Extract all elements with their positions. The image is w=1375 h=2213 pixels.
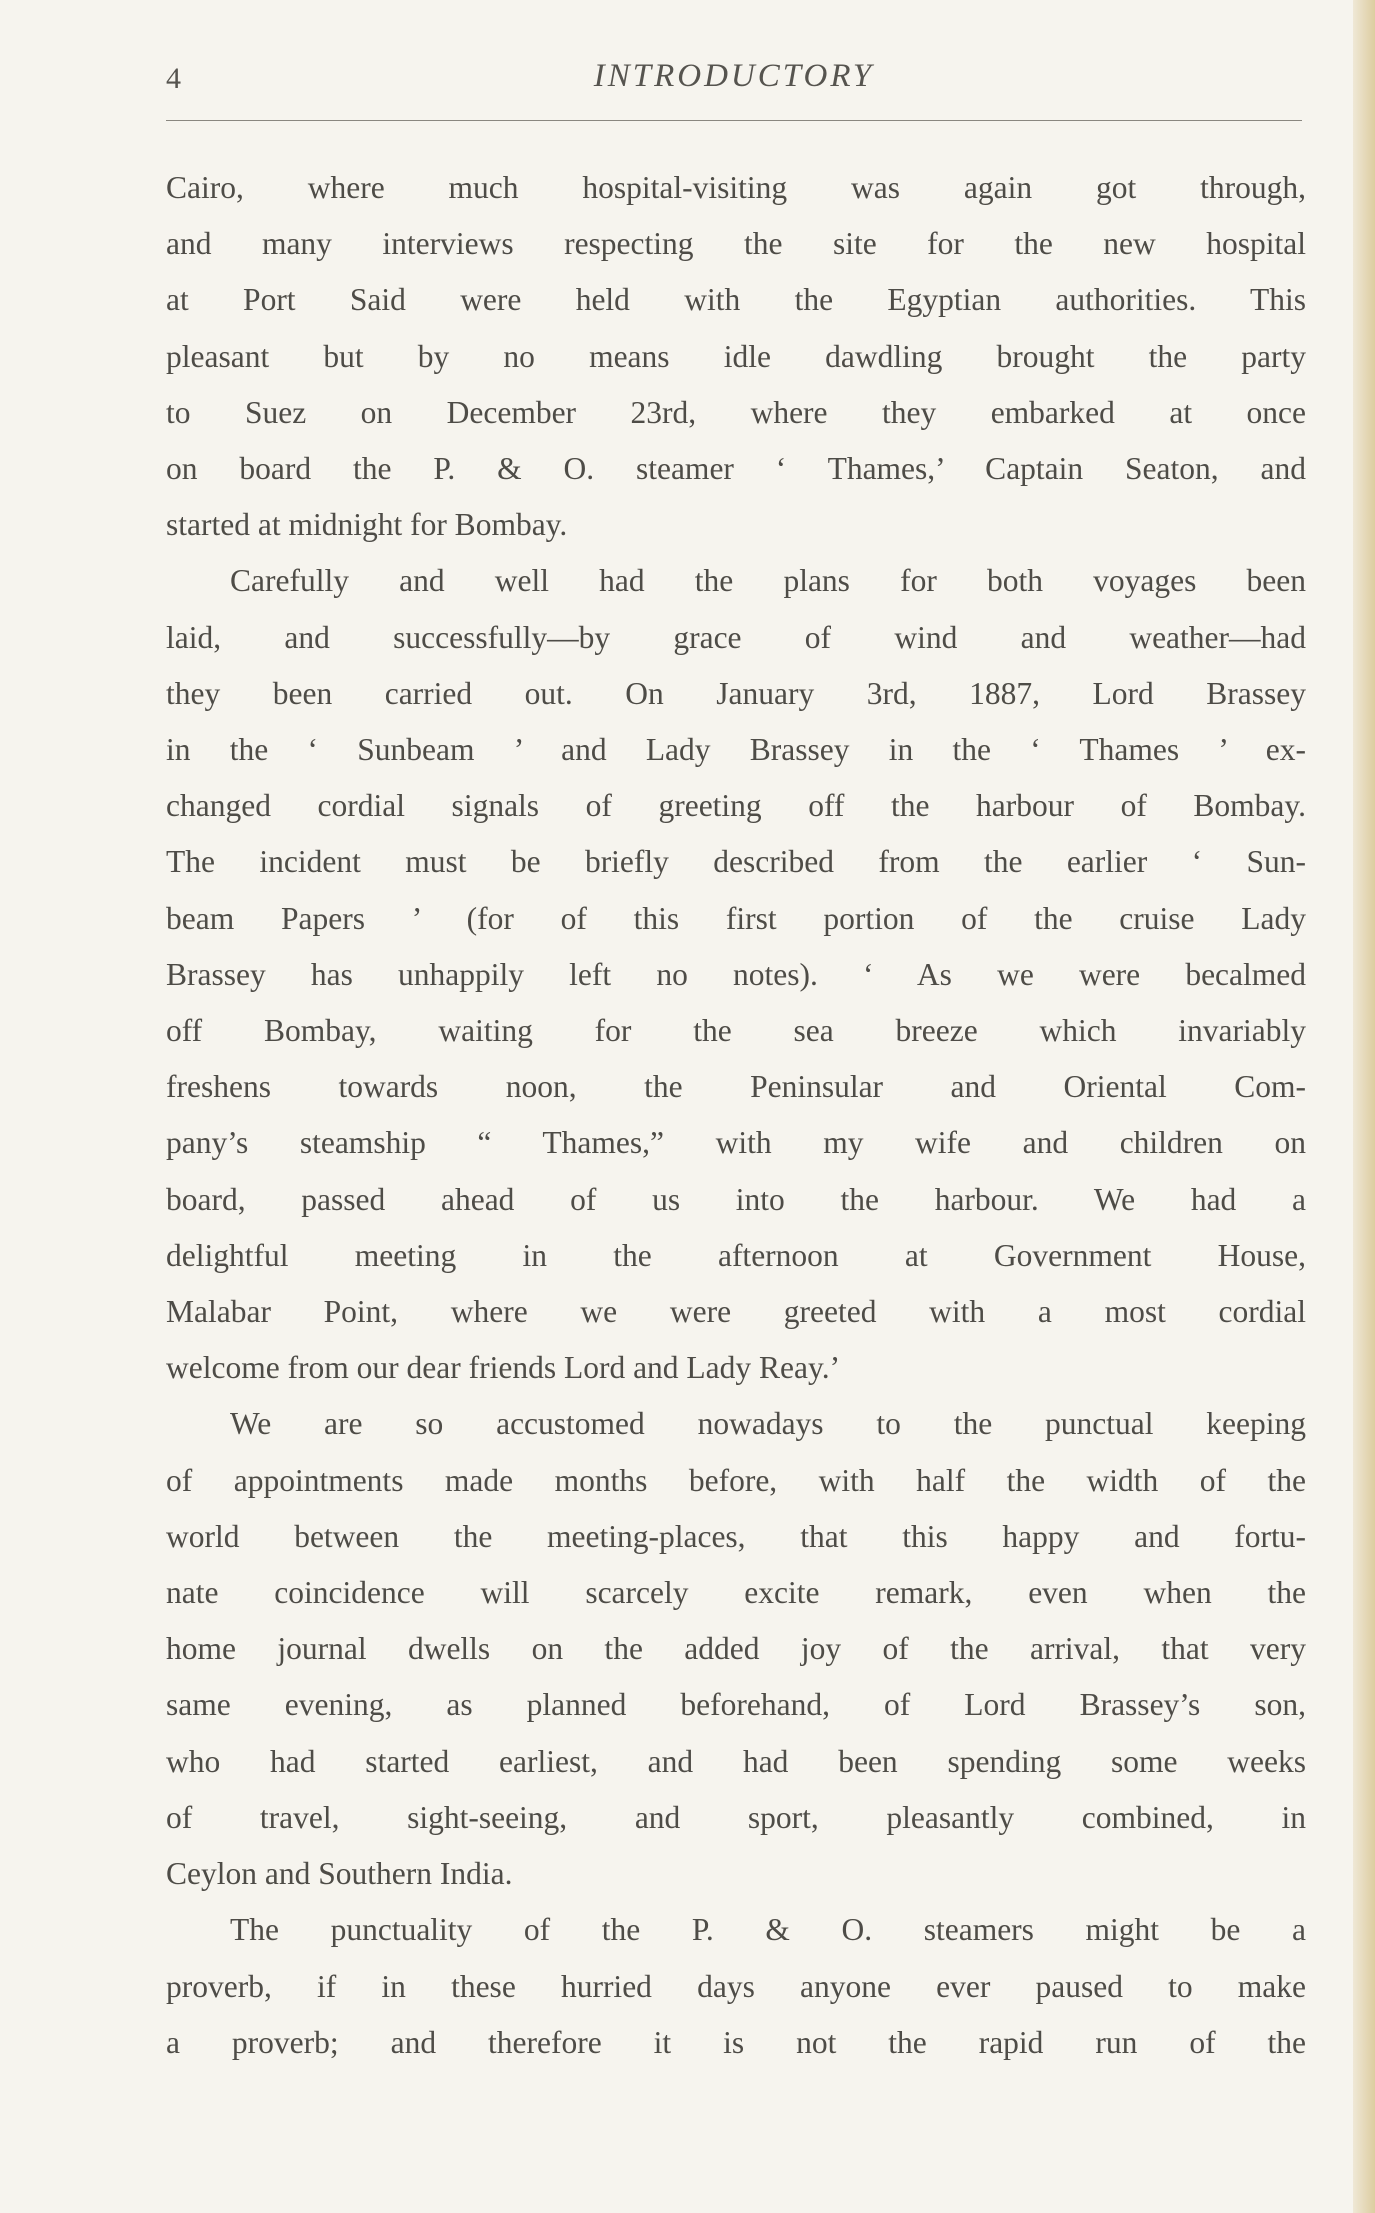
text-line: laid, and successfully—by grace of wind and weather—had bbox=[166, 619, 1306, 655]
text-line: a proverb; and therefore it is not the rapid run of the bbox=[166, 2024, 1306, 2060]
text-line: changed cordial signals of greeting off the harbour of Bombay. bbox=[166, 788, 1306, 824]
page-edge bbox=[1353, 0, 1375, 2213]
text-line: to Suez on December 23rd, where they embarked at once bbox=[166, 394, 1306, 430]
text-line: Ceylon and Southern India. bbox=[166, 1856, 513, 1892]
text-line: pleasant but by no means idle dawdling brought the party bbox=[166, 338, 1306, 374]
text-line: nate coincidence will scarcely excite remark, even when the bbox=[166, 1575, 1306, 1611]
paragraph-3 bbox=[166, 1396, 1306, 1902]
text-line: Malabar Point, where we were greeted with a most cordial bbox=[166, 1294, 1306, 1330]
text-line: welcome from our dear friends Lord and Lady Reay.’ bbox=[166, 1350, 841, 1386]
text-line: delightful meeting in the afternoon at Government House, bbox=[166, 1237, 1306, 1273]
text-line: of appointments made months before, with half the width of the bbox=[166, 1462, 1306, 1498]
paragraph-1 bbox=[166, 160, 1306, 553]
text-line: same evening, as planned beforehand, of Lord Brassey’s son, bbox=[166, 1687, 1306, 1723]
text-line: pany’s steamship “ Thames,” with my wife and children on bbox=[166, 1125, 1306, 1161]
text-line: started at midnight for Bombay. bbox=[166, 507, 568, 543]
text-line: home journal dwells on the added joy of the arrival, that very bbox=[166, 1631, 1306, 1667]
text-line: and many interviews respecting the site for the new hospital bbox=[166, 226, 1306, 262]
text-line: Cairo, where much hospital-visiting was again got through, bbox=[166, 170, 1306, 205]
text-line: of travel, sight-seeing, and sport, pleasantly combined, in bbox=[166, 1799, 1306, 1835]
text-line: they been carried out. On January 3rd, 1887, Lord Brassey bbox=[166, 675, 1306, 711]
header-rule bbox=[166, 120, 1302, 121]
page-number: 4 bbox=[166, 62, 181, 95]
text-line: in the ‘ Sunbeam ’ and Lady Brassey in the ‘ Thames ’ ex- bbox=[166, 732, 1306, 768]
text-line: Brassey has unhappily left no notes). ‘ As we were becalmed bbox=[166, 956, 1306, 992]
text-line: Carefully and well had the plans for both voyages been bbox=[230, 563, 1306, 599]
paragraph-2 bbox=[166, 553, 1306, 1396]
text-line: We are so accustomed nowadays to the punctual keeping bbox=[230, 1406, 1306, 1442]
running-head-title: INTRODUCTORY bbox=[593, 58, 875, 94]
text-line: at Port Said were held with the Egyptian authorities. This bbox=[166, 282, 1306, 318]
text-line: off Bombay, waiting for the sea breeze which invariably bbox=[166, 1013, 1306, 1049]
running-head bbox=[166, 58, 1302, 118]
text-line: The punctuality of the P. & O. steamers might be a bbox=[230, 1912, 1306, 1948]
text-line: who had started earliest, and had been spending some weeks bbox=[166, 1743, 1306, 1779]
paragraph-4 bbox=[166, 1902, 1306, 2071]
text-line: freshens towards noon, the Peninsular and Oriental Com- bbox=[166, 1069, 1306, 1105]
text-line: board, passed ahead of us into the harbour. We had a bbox=[166, 1181, 1306, 1217]
text-line: beam Papers ’ (for of this first portion of the cruise Lady bbox=[166, 900, 1306, 936]
text-line: world between the meeting-places, that this happy and fortu- bbox=[166, 1518, 1306, 1554]
body-text bbox=[166, 160, 1306, 2071]
text-line: proverb, if in these hurried days anyone ever paused to make bbox=[166, 1968, 1306, 2004]
text-line: on board the P. & O. steamer ‘ Thames,’ Captain Seaton, and bbox=[166, 451, 1306, 487]
text-line: The incident must be briefly described from the earlier ‘ Sun- bbox=[166, 844, 1306, 880]
